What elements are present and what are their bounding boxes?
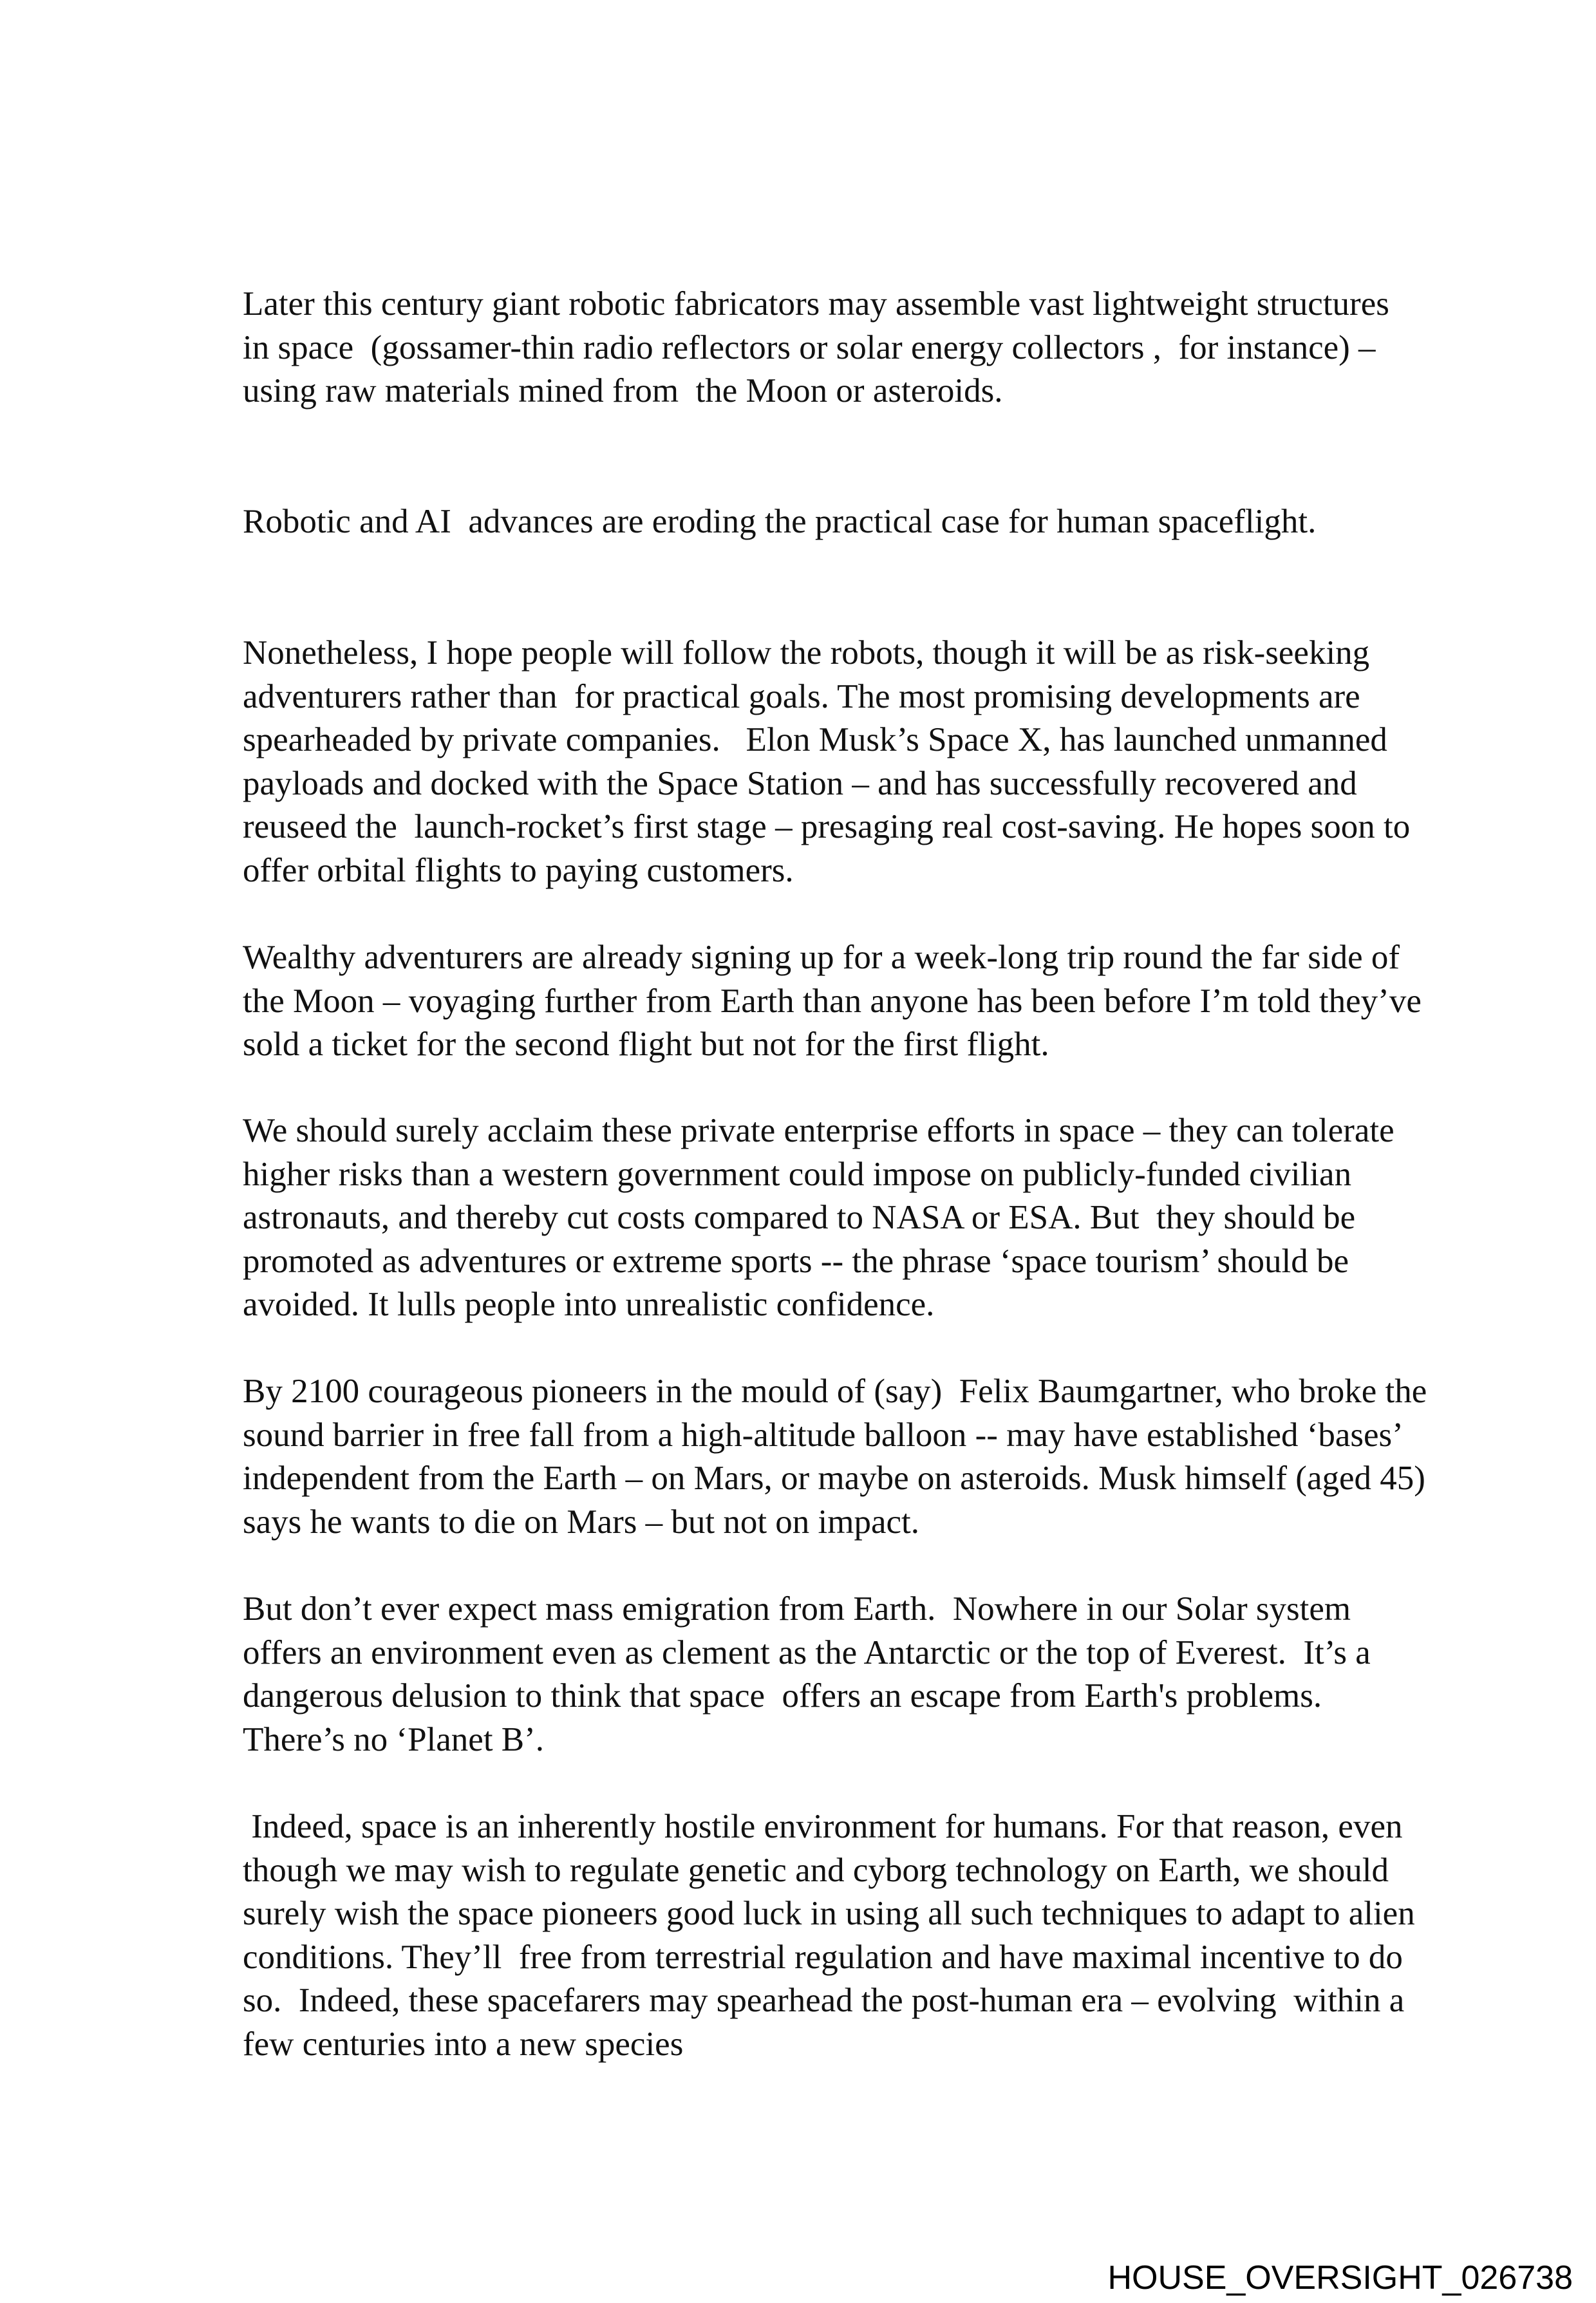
text-line: payloads and docked with the Space Station – and has successfully recovered and <box>243 764 1357 802</box>
text-line: sound barrier in free fall from a high-altitude balloon -- may have established ‘bases’ <box>243 1416 1404 1454</box>
text-line: There’s no ‘Planet B’. <box>243 1720 545 1758</box>
text-line: Indeed, space is an inherently hostile environment for humans. For that reason, even <box>243 1808 1403 1845</box>
text-line: promoted as adventures or extreme sports -- the phrase ‘space tourism’ should be <box>243 1242 1349 1280</box>
text-line: astronauts, and thereby cut costs compared to NASA or ESA. But they should be <box>243 1199 1356 1237</box>
paragraph <box>243 1805 1415 2067</box>
text-line: sold a ticket for the second flight but not for the first flight. <box>243 1026 1049 1064</box>
text-line: surely wish the space pioneers good luck in using all such techniques to adapt to alien <box>243 1895 1415 1933</box>
text-line: in space (gossamer-thin radio reflectors or solar energy collectors , for instance) – <box>243 328 1376 366</box>
text-line: avoided. It lulls people into unrealistic confidence. <box>243 1286 935 1324</box>
text-line: so. Indeed, these spacefarers may spearhead the post-human era – evolving within a <box>243 1982 1405 2020</box>
text-line: offer orbital flights to paying customers. <box>243 851 794 889</box>
paragraph <box>243 1109 1394 1327</box>
paragraph <box>243 283 1389 413</box>
text-line: Later this century giant robotic fabricators may assemble vast lightweight structures <box>243 285 1389 323</box>
text-line: few centuries into a new species <box>243 2025 684 2063</box>
text-line: But don’t ever expect mass emigration from Earth. Nowhere in our Solar system <box>243 1590 1351 1628</box>
text-line: We should surely acclaim these private enterprise efforts in space – they can tolerate <box>243 1112 1394 1149</box>
paragraph <box>243 500 1316 544</box>
text-line: By 2100 courageous pioneers in the mould of (say) Felix Baumgartner, who broke the <box>243 1373 1427 1410</box>
paragraph <box>243 632 1410 893</box>
text-line: Wealthy adventurers are already signing up for a week-long trip round the far side of <box>243 939 1400 976</box>
paragraph <box>243 1588 1371 1762</box>
text-line: though we may wish to regulate genetic and cyborg technology on Earth, we should <box>243 1851 1389 1889</box>
text-line: dangerous delusion to think that space offers an escape from Earth's problems. <box>243 1677 1322 1715</box>
paragraph <box>243 1370 1427 1544</box>
text-line: higher risks than a western government could impose on publicly-funded civilian <box>243 1155 1352 1193</box>
text-line: offers an environment even as clement as the Antarctic or the top of Everest. It’s a <box>243 1633 1371 1671</box>
text-line: says he wants to die on Mars – but not on impact. <box>243 1503 920 1541</box>
text-line: spearheaded by private companies. Elon Musk’s Space X, has launched unmanned <box>243 721 1387 759</box>
text-line: Robotic and AI advances are eroding the practical case for human spaceflight. <box>243 503 1317 540</box>
paragraph <box>243 936 1422 1067</box>
text-line: conditions. They’ll free from terrestrial regulation and have maximal incentive to do <box>243 1938 1403 1976</box>
text-line: independent from the Earth – on Mars, or maybe on asteroids. Musk himself (aged 45) <box>243 1460 1425 1498</box>
bates-number: HOUSE_OVERSIGHT_026738 <box>1107 2259 1573 2297</box>
text-line: adventurers rather than for practical goals. The most promising developments are <box>243 677 1360 715</box>
text-line: Nonetheless, I hope people will follow the robots, though it will be as risk-seeking <box>243 634 1370 672</box>
text-line: reuseed the launch-rocket’s first stage – presaging real cost-saving. He hopes soon to <box>243 808 1411 846</box>
text-line: the Moon – voyaging further from Earth than anyone has been before I’m told they’ve <box>243 982 1422 1020</box>
text-line: using raw materials mined from the Moon or asteroids. <box>243 372 1003 410</box>
